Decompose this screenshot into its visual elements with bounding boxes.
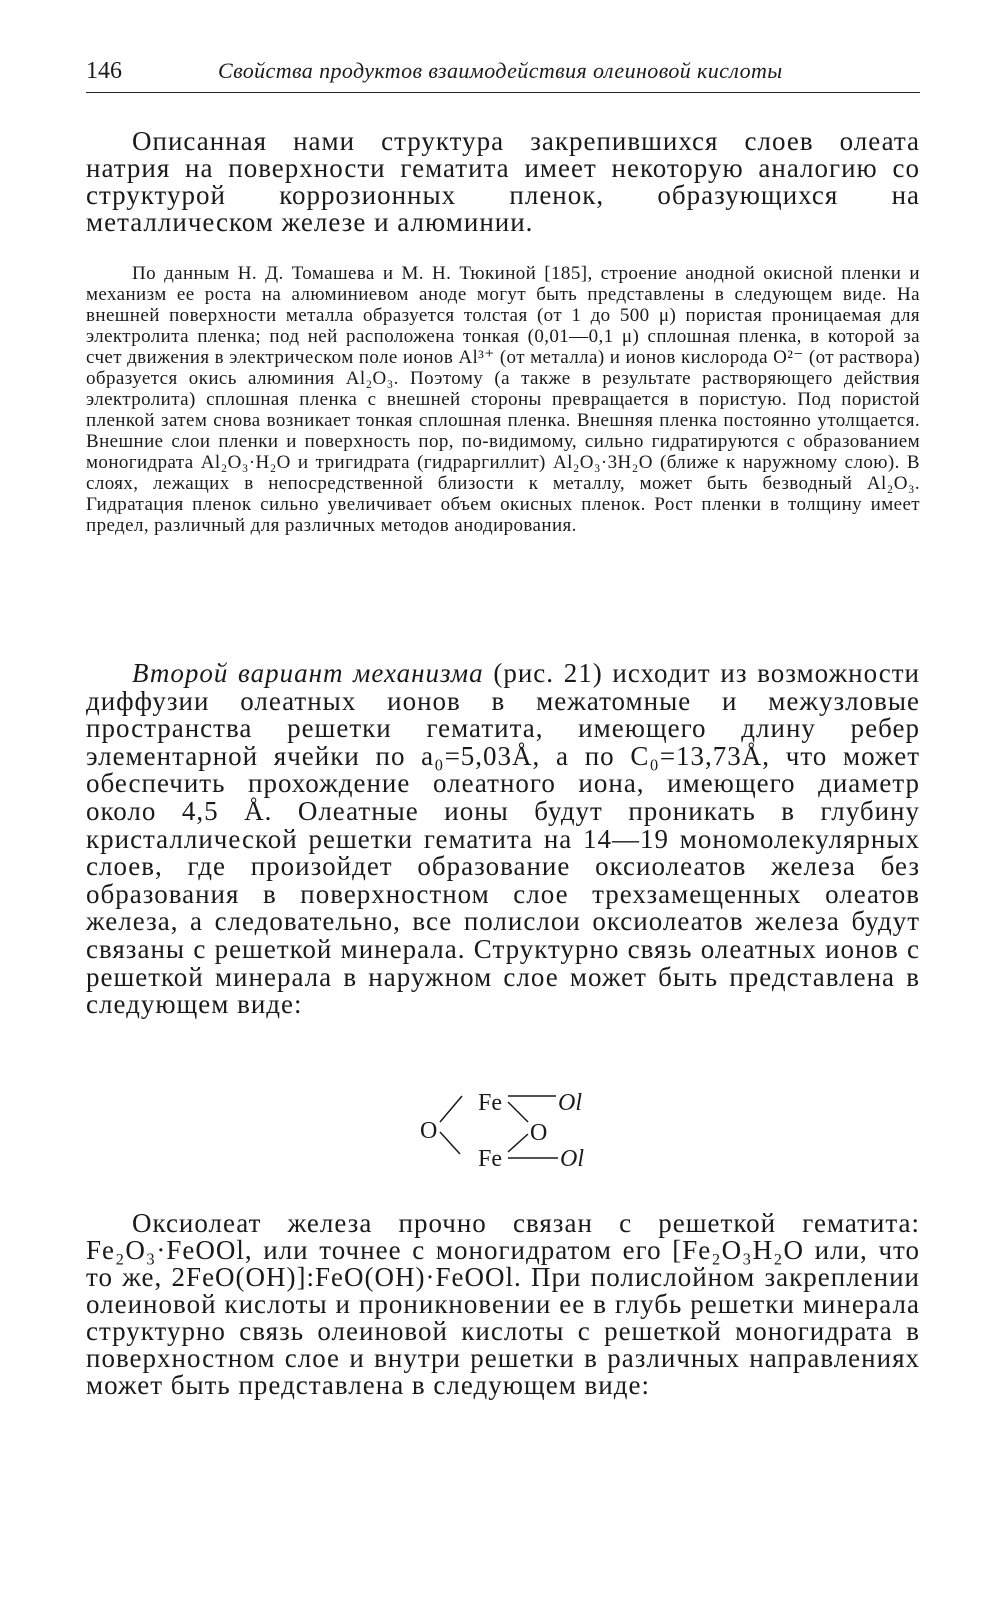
bond-o-fe-top xyxy=(440,1096,462,1122)
running-title: Свойства продуктов взаимодействия олеиновой кислоты xyxy=(218,58,783,83)
page-header xyxy=(86,58,920,93)
mechanism-text: (рис. 21) исходит из возможности диффузии олеатных ионов в межатомные и межузловые пространства решетки гематита, имеющего длину ребер элементарной ячейки по a₀=5,03Å, а по C₀=13,73Å, что может обеспечить прохождение олеатного иона, имеющего диаметр около 4,5 Å. Олеатные ионы будут проникать в глубину кристаллической решетки гематита на 14—19 мономолекулярных слоев, где произойдет образование оксиолеатов железа без образования в поверхностном слое трехзамещенных олеатов железа, а следовательно, все полислои оксиолеатов железа будут связаны с решеткой минерала. Структурно связь олеатных ионов с решеткой минерала в наружном слое может быть представлена в следующем виде: xyxy=(86,658,920,1020)
paragraph-oxyoleate: Оксиолеат железа прочно связан с решеткой гематита: Fe₂O₃·FeOOl, или точнее с моногидратом его [Fe₂O₃H₂O или, что то же, 2FeO(OH)]:FeO(OH)·FeOOl. При полислойном закреплении олеиновой кислоты и проникновении ее в глубь решетки минерала структурно связь олеиновой кислоты с решеткой моногидрата в поверхностном слое и внутри решетки в различных направлениях может быть представлена в следующем виде: xyxy=(86,1208,920,1400)
formula-drawing xyxy=(420,1082,620,1172)
formula-o-right: O xyxy=(530,1120,548,1146)
mechanism-lead: Второй вариант механизма xyxy=(132,658,484,688)
page-number: 146 xyxy=(86,58,122,84)
bond-o-fe-bottom xyxy=(440,1132,460,1154)
formula-ol-bottom: Ol xyxy=(560,1146,584,1172)
formula-fe-bottom: Fe xyxy=(478,1146,502,1172)
bond-o-fe-bottom-right xyxy=(508,1134,528,1152)
formula-o-left: O xyxy=(420,1118,438,1144)
formula-ol-top: Ol xyxy=(558,1090,582,1116)
formula-fe-top: Fe xyxy=(478,1090,502,1116)
paragraph-small-print: По данным Н. Д. Томашева и М. Н. Тюкиной [185], строение анодной окисной пленки и механизм ее роста на алюминиевом аноде могут быть представлены в следующем виде. На внешней поверхности металла образуется толстая (от 1 до 500 μ) пористая проницаемая для электролита пленка; под ней расположена тонкая (0,01—0,1 μ) сплошная пленка, в которой за счет движения в электрическом поле ионов Al³⁺ (от металла) и ионов кислорода O²⁻ (от раствора) образуется окись алюминия Al₂O₃. Поэтому (а также в результате растворяющего действия электролита) сплошная пленка с внешней стороны превращается в пористую. Под пористой пленкой затем снова возникает тонкая сплошная пленка. Внешняя пленка постоянно утолщается. Внешние слои пленки и поверхность пор, по-видимому, сильно гидратируются с образованием моногидрата Al₂O₃·H₂O и тригидрата (гидраргиллит) Al₂O₃·3H₂O (ближе к наружному слою). В слоях, лежащих в непосредственной близости к металлу, может быть безводный Al₂O₃. Гидратация пленок сильно увеличивает объем окисных пленок. Рост пленки в толщину имеет предел, различный для различных методов анодирования. xyxy=(86,263,920,536)
paragraph-intro: Описанная нами структура закрепившихся слоев олеата натрия на поверхности гематита имеет некоторую аналогию со структурой коррозионных пленок, образующихся на металлическом железе и алюминии. xyxy=(86,126,920,237)
structural-formula xyxy=(420,1082,620,1172)
paragraph-mechanism xyxy=(86,660,920,1019)
bond-fe-top-o xyxy=(508,1102,528,1122)
